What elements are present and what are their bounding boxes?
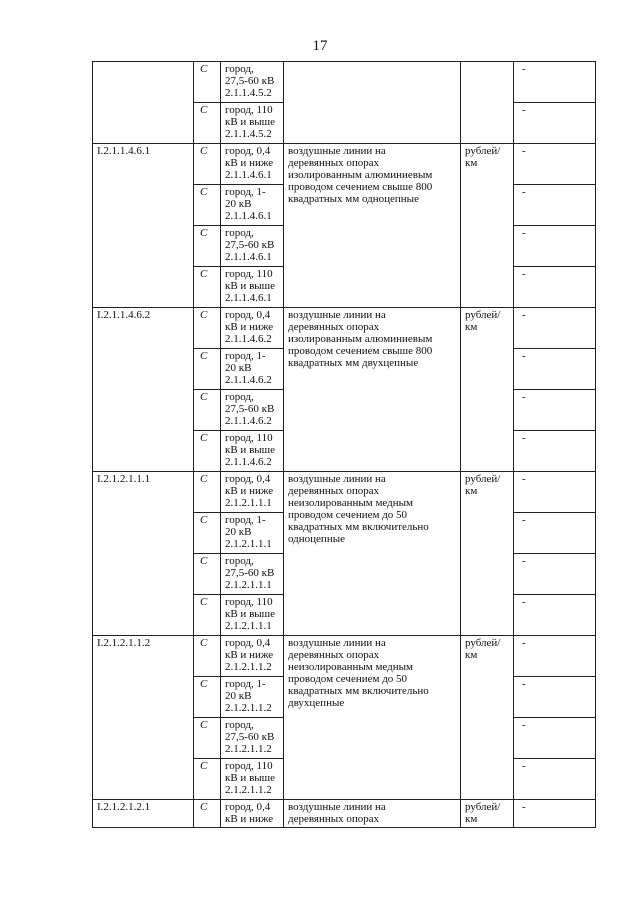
value: - xyxy=(522,596,526,608)
category-letter: С xyxy=(200,637,208,649)
unit-line: км xyxy=(465,649,478,661)
voltage-cell xyxy=(221,103,284,144)
unit-line: км xyxy=(465,157,478,169)
category-letter-cell xyxy=(194,800,221,828)
voltage-text-line: 27,5-60 кВ xyxy=(225,731,275,743)
value-cell xyxy=(514,144,596,185)
row-code: I.2.1.2.1.1.2 xyxy=(97,637,151,649)
voltage-text-line: город, xyxy=(225,227,254,239)
table-row xyxy=(93,800,596,828)
voltage-text-line: город, 0,4 xyxy=(225,473,271,485)
value: - xyxy=(522,760,526,772)
voltage-cell xyxy=(221,308,284,349)
category-letter-cell xyxy=(194,308,221,349)
description-line: двухцепные xyxy=(288,697,345,709)
table-row xyxy=(93,144,596,185)
value: - xyxy=(522,104,526,116)
value-cell xyxy=(514,349,596,390)
voltage-text-line: город, 1- xyxy=(225,350,266,362)
table-body xyxy=(93,62,596,828)
category-letter: С xyxy=(200,555,208,567)
description-line: изолированным алюминиевым xyxy=(288,333,433,345)
unit-line: рублей/ xyxy=(465,473,501,485)
value: - xyxy=(522,719,526,731)
value-cell xyxy=(514,677,596,718)
voltage-text-line: 2.1.1.4.6.2 xyxy=(225,415,272,427)
voltage-cell xyxy=(221,636,284,677)
category-letter-cell xyxy=(194,759,221,800)
category-letter-cell xyxy=(194,226,221,267)
description-line: неизолированным медным xyxy=(288,661,414,673)
unit-line: рублей/ xyxy=(465,801,501,813)
voltage-cell xyxy=(221,554,284,595)
voltage-text-line: город, 110 xyxy=(225,104,273,116)
voltage-text-line: 2.1.2.1.1.2 xyxy=(225,743,272,755)
value: - xyxy=(522,473,526,485)
voltage-text-line: город, xyxy=(225,555,254,567)
category-letter: С xyxy=(200,350,208,362)
description-line: квадратных мм включительно xyxy=(288,685,429,697)
category-letter-cell xyxy=(194,513,221,554)
description-line: воздушные линии на xyxy=(288,637,386,649)
category-letter-cell xyxy=(194,431,221,472)
description-line: воздушные линии на xyxy=(288,473,386,485)
value-cell xyxy=(514,62,596,103)
row-code: I.2.1.1.4.6.1 xyxy=(97,145,151,157)
value: - xyxy=(522,350,526,362)
category-letter: С xyxy=(200,268,208,280)
unit-line: км xyxy=(465,813,478,825)
description-line: проводом сечением свыше 800 xyxy=(288,345,433,357)
category-letter-cell xyxy=(194,62,221,103)
row-code-cell xyxy=(93,800,194,828)
category-letter-cell xyxy=(194,390,221,431)
voltage-text-line: 2.1.2.1.1.1 xyxy=(225,538,272,550)
description-line: проводом сечением свыше 800 xyxy=(288,181,433,193)
description-cell xyxy=(284,144,461,308)
value: - xyxy=(522,63,526,75)
description-line: деревянных опорах xyxy=(288,157,380,169)
value-cell xyxy=(514,554,596,595)
voltage-cell xyxy=(221,62,284,103)
description-line: неизолированным медным xyxy=(288,497,414,509)
voltage-text-line: 2.1.1.4.6.1 xyxy=(225,292,272,304)
value: - xyxy=(522,227,526,239)
voltage-text-line: 2.1.1.4.6.1 xyxy=(225,251,272,263)
value: - xyxy=(522,432,526,444)
voltage-text-line: кВ и ниже xyxy=(225,485,274,497)
category-letter-cell xyxy=(194,185,221,226)
row-code-cell xyxy=(93,308,194,472)
voltage-cell xyxy=(221,349,284,390)
voltage-text-line: 2.1.1.4.5.2 xyxy=(225,87,272,99)
voltage-text-line: город, 0,4 xyxy=(225,637,271,649)
voltage-text-line: кВ и ниже xyxy=(225,649,274,661)
voltage-cell xyxy=(221,226,284,267)
description-cell xyxy=(284,308,461,472)
voltage-text-line: город, xyxy=(225,719,254,731)
category-letter: С xyxy=(200,309,208,321)
unit-cell xyxy=(461,800,514,828)
category-letter-cell xyxy=(194,718,221,759)
category-letter: С xyxy=(200,719,208,731)
value: - xyxy=(522,268,526,280)
voltage-cell xyxy=(221,185,284,226)
voltage-cell xyxy=(221,431,284,472)
voltage-cell xyxy=(221,759,284,800)
voltage-cell xyxy=(221,513,284,554)
voltage-text-line: город, 1- xyxy=(225,186,266,198)
value-cell xyxy=(514,759,596,800)
voltage-text-line: город, xyxy=(225,63,254,75)
table-row xyxy=(93,636,596,677)
description-line: деревянных опорах xyxy=(288,485,380,497)
value-cell xyxy=(514,595,596,636)
category-letter-cell xyxy=(194,595,221,636)
voltage-text-line: 20 кВ xyxy=(225,526,252,538)
description-cell xyxy=(284,472,461,636)
category-letter-cell xyxy=(194,267,221,308)
voltage-text-line: город, 110 xyxy=(225,432,273,444)
voltage-text-line: 27,5-60 кВ xyxy=(225,567,275,579)
voltage-text-line: город, 0,4 xyxy=(225,801,271,813)
description-line: изолированным алюминиевым xyxy=(288,169,433,181)
description-cell xyxy=(284,800,461,828)
table-row xyxy=(93,62,596,103)
category-letter: С xyxy=(200,801,208,813)
value-cell xyxy=(514,390,596,431)
voltage-text-line: 2.1.2.1.1.1 xyxy=(225,497,272,509)
voltage-text-line: город, 0,4 xyxy=(225,309,271,321)
unit-line: рублей/ xyxy=(465,309,501,321)
voltage-text-line: кВ и ниже xyxy=(225,157,274,169)
unit-cell xyxy=(461,636,514,800)
unit-line: рублей/ xyxy=(465,637,501,649)
description-line: одноцепные xyxy=(288,533,345,545)
value-cell xyxy=(514,513,596,554)
value-cell xyxy=(514,431,596,472)
voltage-text-line: 2.1.2.1.1.2 xyxy=(225,702,272,714)
tariff-table xyxy=(92,61,596,828)
voltage-text-line: 2.1.2.1.1.1 xyxy=(225,620,272,632)
category-letter: С xyxy=(200,473,208,485)
category-letter-cell xyxy=(194,349,221,390)
voltage-text-line: город, 1- xyxy=(225,678,266,690)
description-line: квадратных мм двухцепные xyxy=(288,357,419,369)
voltage-text-line: кВ и ниже xyxy=(225,813,274,825)
voltage-text-line: 2.1.2.1.1.1 xyxy=(225,579,272,591)
value-cell xyxy=(514,636,596,677)
category-letter: С xyxy=(200,678,208,690)
description-line: квадратных мм включительно xyxy=(288,521,429,533)
voltage-cell xyxy=(221,800,284,828)
unit-line: рублей/ xyxy=(465,145,501,157)
value: - xyxy=(522,391,526,403)
category-letter: С xyxy=(200,596,208,608)
value-cell xyxy=(514,718,596,759)
description-line: проводом сечением до 50 xyxy=(288,509,408,521)
voltage-text-line: кВ и выше xyxy=(225,772,276,784)
description-line: деревянных опорах xyxy=(288,813,380,825)
value-cell xyxy=(514,226,596,267)
description-line: воздушные линии на xyxy=(288,145,386,157)
voltage-text-line: город, 0,4 xyxy=(225,145,271,157)
voltage-text-line: 20 кВ xyxy=(225,198,252,210)
category-letter: С xyxy=(200,391,208,403)
description-line: квадратных мм одноцепные xyxy=(288,193,419,205)
unit-cell xyxy=(461,62,514,144)
voltage-cell xyxy=(221,267,284,308)
row-code-cell xyxy=(93,636,194,800)
category-letter-cell xyxy=(194,677,221,718)
value: - xyxy=(522,678,526,690)
category-letter: С xyxy=(200,63,208,75)
voltage-text-line: город, xyxy=(225,391,254,403)
value: - xyxy=(522,514,526,526)
voltage-text-line: 20 кВ xyxy=(225,690,252,702)
voltage-text-line: кВ и выше xyxy=(225,116,276,128)
category-letter: С xyxy=(200,227,208,239)
voltage-text-line: город, 1- xyxy=(225,514,266,526)
table-row xyxy=(93,472,596,513)
row-code: I.2.1.2.1.2.1 xyxy=(97,801,151,813)
voltage-text-line: кВ и выше xyxy=(225,444,276,456)
voltage-text-line: 2.1.1.4.6.1 xyxy=(225,169,272,181)
description-line: воздушные линии на xyxy=(288,309,386,321)
category-letter: С xyxy=(200,145,208,157)
voltage-cell xyxy=(221,718,284,759)
voltage-text-line: 27,5-60 кВ xyxy=(225,403,275,415)
value: - xyxy=(522,145,526,157)
category-letter-cell xyxy=(194,103,221,144)
category-letter-cell xyxy=(194,144,221,185)
unit-cell xyxy=(461,144,514,308)
voltage-text-line: 27,5-60 кВ xyxy=(225,75,275,87)
value: - xyxy=(522,801,526,813)
voltage-text-line: 2.1.2.1.1.2 xyxy=(225,784,272,796)
voltage-cell xyxy=(221,472,284,513)
voltage-cell xyxy=(221,595,284,636)
unit-cell xyxy=(461,308,514,472)
category-letter: С xyxy=(200,760,208,772)
unit-cell xyxy=(461,472,514,636)
value: - xyxy=(522,637,526,649)
table-row xyxy=(93,308,596,349)
value: - xyxy=(522,555,526,567)
category-letter-cell xyxy=(194,472,221,513)
description-line: проводом сечением до 50 xyxy=(288,673,408,685)
category-letter: С xyxy=(200,514,208,526)
value: - xyxy=(522,309,526,321)
voltage-cell xyxy=(221,677,284,718)
description-line: воздушные линии на xyxy=(288,801,386,813)
page-number: 17 xyxy=(312,38,328,54)
value-cell xyxy=(514,267,596,308)
row-code: I.2.1.2.1.1.1 xyxy=(97,473,151,485)
row-code-cell xyxy=(93,62,194,144)
voltage-text-line: 2.1.1.4.6.2 xyxy=(225,374,272,386)
description-line: деревянных опорах xyxy=(288,321,380,333)
value-cell xyxy=(514,185,596,226)
voltage-text-line: 2.1.1.4.6.2 xyxy=(225,456,272,468)
voltage-text-line: 20 кВ xyxy=(225,362,252,374)
category-letter-cell xyxy=(194,554,221,595)
value-cell xyxy=(514,800,596,828)
category-letter: С xyxy=(200,186,208,198)
voltage-text-line: город, 110 xyxy=(225,596,273,608)
value-cell xyxy=(514,103,596,144)
row-code-cell xyxy=(93,472,194,636)
description-cell xyxy=(284,636,461,800)
description-cell xyxy=(284,62,461,144)
voltage-text-line: 2.1.1.4.6.2 xyxy=(225,333,272,345)
value: - xyxy=(522,186,526,198)
voltage-text-line: 2.1.1.4.6.1 xyxy=(225,210,272,222)
unit-line: км xyxy=(465,485,478,497)
row-code-cell xyxy=(93,144,194,308)
voltage-text-line: город, 110 xyxy=(225,268,273,280)
voltage-text-line: 2.1.1.4.5.2 xyxy=(225,128,272,140)
voltage-text-line: город, 110 xyxy=(225,760,273,772)
value-cell xyxy=(514,472,596,513)
description-line: деревянных опорах xyxy=(288,649,380,661)
voltage-text-line: кВ и выше xyxy=(225,608,276,620)
voltage-cell xyxy=(221,390,284,431)
category-letter: С xyxy=(200,104,208,116)
category-letter-cell xyxy=(194,636,221,677)
voltage-text-line: кВ и выше xyxy=(225,280,276,292)
voltage-text-line: кВ и ниже xyxy=(225,321,274,333)
voltage-text-line: 2.1.2.1.1.2 xyxy=(225,661,272,673)
voltage-text-line: 27,5-60 кВ xyxy=(225,239,275,251)
value-cell xyxy=(514,308,596,349)
category-letter: С xyxy=(200,432,208,444)
voltage-cell xyxy=(221,144,284,185)
unit-line: км xyxy=(465,321,478,333)
row-code: I.2.1.1.4.6.2 xyxy=(97,309,151,321)
